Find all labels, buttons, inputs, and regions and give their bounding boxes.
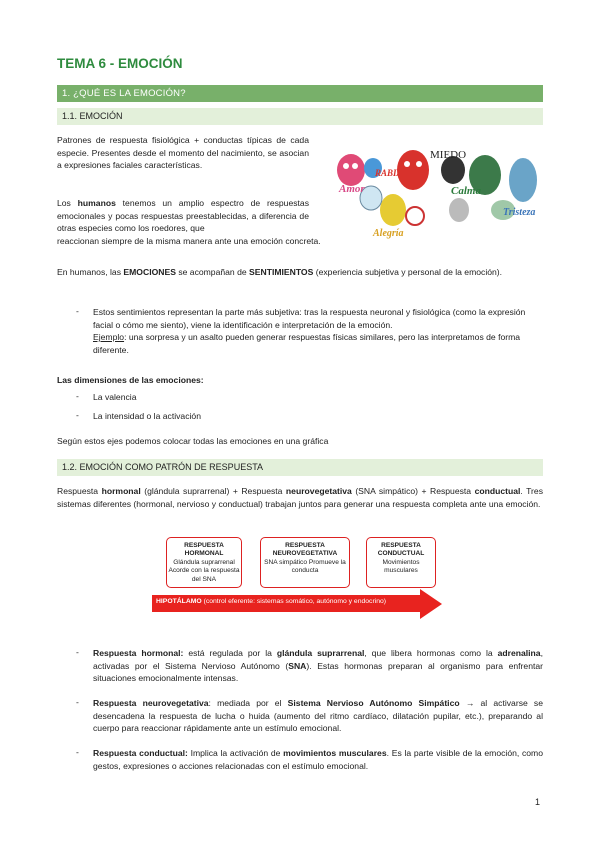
hypothalamus-label: HIPOTÁLAMO (control eferente: sistemas somático, autónomo y endocrino) <box>156 598 387 605</box>
paragraph-graph: Según estos ejes podemos colocar todas las emociones en una gráfica <box>57 436 329 446</box>
label-amor: Amor <box>339 183 365 195</box>
box-behavioral: RESPUESTA CONDUCTUAL Movimientos musculares <box>366 537 436 588</box>
bullet-dash: - <box>76 306 79 316</box>
subsection-heading: 1.1. EMOCIÓN <box>57 108 543 125</box>
bullet-dash: - <box>76 647 79 657</box>
label-alegria: Alegría <box>373 228 404 239</box>
paragraph-definition: Patrones de respuesta fisiológica + conductas típicas de cada especie. Presentes desde el momento del nacimiento, se asocian a expresiones faciales características. <box>57 135 309 171</box>
box-hormonal: RESPUESTA HORMONAL Glándula suprarrenal Acorde con la respuesta del SNA <box>166 537 242 588</box>
label-tristeza: Tristeza <box>503 207 536 218</box>
page-number: 1 <box>535 797 541 807</box>
bullet-dash: - <box>76 391 79 401</box>
dimension-item: La intensidad o la activación <box>93 411 201 421</box>
bullet-dash: - <box>76 697 79 707</box>
dimensions-heading: Las dimensiones de las emociones: <box>57 375 204 385</box>
paragraph-feelings: En humanos, las EMOCIONES se acompañan de SENTIMIENTOS (experiencia subjetiva y personal de la emoción). <box>57 267 503 277</box>
bullet-neurovegetative: Respuesta neurovegetativa: mediada por el Sistema Nervioso Autónomo Simpático → al activarse se desencadena la respuesta de lucha o huida (aumento del ritmo cardíaco, dilatación pupilar, etc.), preparando al cuerpo para reaccionar rápidamente ante un estímulo emocional. <box>93 698 544 734</box>
subsection-heading: 1.2. EMOCIÓN COMO PATRÓN DE RESPUESTA <box>57 459 543 476</box>
bullet-behavioral: Respuesta conductual: Implica la activación de movimientos musculares. Es la parte visible de la emoción, como gestos, expresiones o acciones relacionadas con el estímulo emocional. <box>93 748 543 771</box>
section-heading: 1. ¿QUÉ ES LA EMOCIÓN? <box>57 85 543 102</box>
bullet-dash: - <box>76 747 79 757</box>
label-rabia: RABIA <box>375 168 403 178</box>
page-title: TEMA 6 - EMOCIÓN <box>57 56 183 71</box>
bullet-dash: - <box>76 410 79 420</box>
response-systems-diagram <box>152 537 442 623</box>
paragraph-response-pattern: Respuesta hormonal (glándula suprarrenal) + Respuesta neurovegetativa (SNA simpático) + Respuesta conductual. Tres sistemas diferentes (hormonal, nervioso y conductual) trabajan juntos para generar una respuesta completa ante una emoción. <box>57 486 543 509</box>
box-neurovegetative: RESPUESTA NEUROVEGETATIVA SNA simpático Promueve la conducta <box>260 537 350 588</box>
emotion-monsters-illustration <box>333 140 543 240</box>
label-calma: Calma <box>451 185 481 197</box>
dimension-item: La valencia <box>93 392 137 402</box>
bullet-feelings: Estos sentimientos representan la parte más subjetiva: tras la respuesta neuronal y fisiológica (como la expresión facial o cómo me siento), viene la identificación e interpretación de la emoción. Ejemplo: una sorpresa y un asalto pueden generar respuestas físicas similares, pero las interpretamos de forma diferente. <box>93 307 526 355</box>
paragraph-humans-cont: reaccionan siempre de la misma manera ante una emoción concreta. <box>57 236 321 246</box>
paragraph-humans: Los humanos tenemos un amplio espectro de respuestas emocionales y pocas respuestas preestablecidas, a diferencia de otras especies como los roedores, que <box>57 198 310 234</box>
arrow-head <box>420 589 442 619</box>
bullet-hormonal: Respuesta hormonal: está regulada por la glándula suprarrenal, que libera hormonas como la adrenalina, activadas por el Sistema Nervioso Autónomo (SNA). Estas hormonas preparan al organismo para enfrentar situaciones emocionalmente intensas. <box>93 648 543 684</box>
label-miedo: MIEDO <box>430 149 467 161</box>
